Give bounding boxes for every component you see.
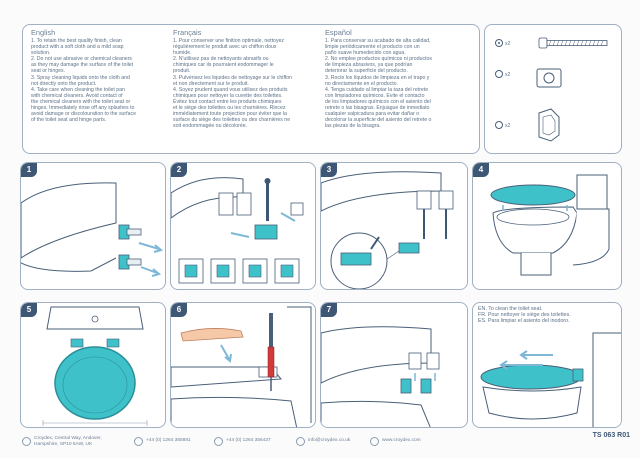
- step-3-illustration: [321, 163, 468, 290]
- step-6-illustration: [171, 303, 316, 428]
- cleaning-note: [478, 306, 628, 325]
- parts-panel: [484, 24, 622, 154]
- english-body: 1. To retain the best quality finish, clean product with a soft cloth and a mild soap solution. 2. Do not use abrasive or chemical cleaners as they may damage the surface of the toilet seat or hinges. 3. Spray cleaning liquids onto the cloth and not directly onto the product. 4. Take care when cleaning the toilet pan with chemical cleaners. Avoid contact of the chemical cleaners with the toilet seat or hinges. Immediately rinse off any splashes to avoid damage or discolouration to the surface of the toilet seat and hinge parts.: [31, 38, 136, 124]
- cleaning-instructions-panel: [22, 24, 480, 154]
- step-5-panel: [20, 302, 166, 428]
- location-icon: [22, 437, 31, 446]
- parts-bolt: [493, 35, 618, 56]
- step-4-panel: [472, 162, 622, 290]
- parts-nut: [535, 67, 565, 96]
- spanish-instructions: [325, 29, 475, 129]
- spanish-title: Español: [325, 28, 352, 37]
- step-5-illustration: [21, 303, 166, 428]
- nut-icon: [535, 67, 565, 91]
- cleaning-note-es: ES. Para limpiar el asiento del inodoro.: [478, 318, 570, 325]
- web-icon: [370, 437, 379, 446]
- bolt-qty: x2: [505, 41, 511, 47]
- step-7-number: 7: [321, 303, 337, 317]
- step-2-panel: [170, 162, 316, 290]
- step-1-panel: [20, 162, 166, 290]
- footer-address: Croydex, Central Way, Andover, Hampshire, SP10 5AW, UK: [34, 436, 102, 447]
- bolt-icon: [493, 35, 618, 51]
- washer-qty: x2: [505, 72, 511, 78]
- parts-cap: [493, 105, 618, 150]
- email-icon: [296, 437, 305, 446]
- english-instructions: [31, 29, 171, 123]
- footer-phone: +44 (0) 1264 365881: [146, 438, 191, 443]
- step-4-illustration: [473, 163, 622, 290]
- french-instructions: [173, 29, 323, 129]
- cap-icon: [493, 105, 618, 145]
- step-3-panel: [320, 162, 468, 290]
- footer: [0, 432, 640, 458]
- french-body: 1. Pour conserver une finition optimale, nettoyez régulièrement le produit avec un chiffon doux humide. 2. N'utilisez pas de nettoyants abrasifs ou chimiques car ils pourraient endommager le produit. 3. Pulvérisez les liquides de nettoyage sur le chiffon et non directement sur le produit. 4. Soyez prudent quand vous utilisez des produits chimiques pour nettoyer la cuvette des toilettes. Évitez tout contact entre les produits chimiques et le siège des toilettes ou les charnières. Rincez immédiatement toute projection pour éviter que la surface du siège des toilettes ou des charnières ne soit endommagée ou décolorée.: [173, 38, 292, 130]
- document-reference: TS 063 R01: [592, 432, 630, 439]
- step-1-number: 1: [21, 163, 37, 177]
- step-1-illustration: [21, 163, 166, 290]
- footer-web[interactable]: www.croydex.com: [382, 438, 421, 443]
- step-5-number: 5: [21, 303, 37, 317]
- phone-icon: [134, 437, 143, 446]
- cap-qty: x2: [505, 123, 511, 129]
- french-title: Français: [173, 28, 202, 37]
- step-2-number: 2: [171, 163, 187, 177]
- footer-fax: +44 (0) 1264 356437: [226, 438, 271, 443]
- step-7-panel: [320, 302, 468, 428]
- step-3-number: 3: [321, 163, 337, 177]
- step-6-panel: [170, 302, 316, 428]
- step-2-illustration: [171, 163, 316, 290]
- step-6-number: 6: [171, 303, 187, 317]
- cleaning-note-en: EN. To clean the toilet seat.: [478, 306, 543, 312]
- footer-email[interactable]: info@croydex.co.uk: [308, 438, 351, 443]
- cleaning-note-fr: FR. Pour nettoyer le siège des toilettes.: [478, 312, 571, 319]
- english-title: English: [31, 28, 56, 37]
- spanish-body: 1. Para conservar su acabado de alta calidad, limpie periódicamente el producto con un paño suave humedecido con agua. 2. No emplee productos químicos ni productos de limpieza abrasivos, ya que podrían deteriorar la superficie del producto. 3. Rocíe los líquidos de limpieza en el trapo y no directamente en el producto. 4. Tenga cuidado al limpiar la taza del retrete con limpiadores químicos. Evite el contacto de los limpiadores químicos con el asiento del retrete o las bisagras. Enjuague de inmediato cualquier salpicadura para evitar dañar o decolorar la superficie del asiento del retrete o las piezas de la bisagra.: [325, 38, 432, 130]
- fax-icon: [214, 437, 223, 446]
- step-7-illustration: [321, 303, 468, 428]
- step-4-number: 4: [473, 163, 489, 177]
